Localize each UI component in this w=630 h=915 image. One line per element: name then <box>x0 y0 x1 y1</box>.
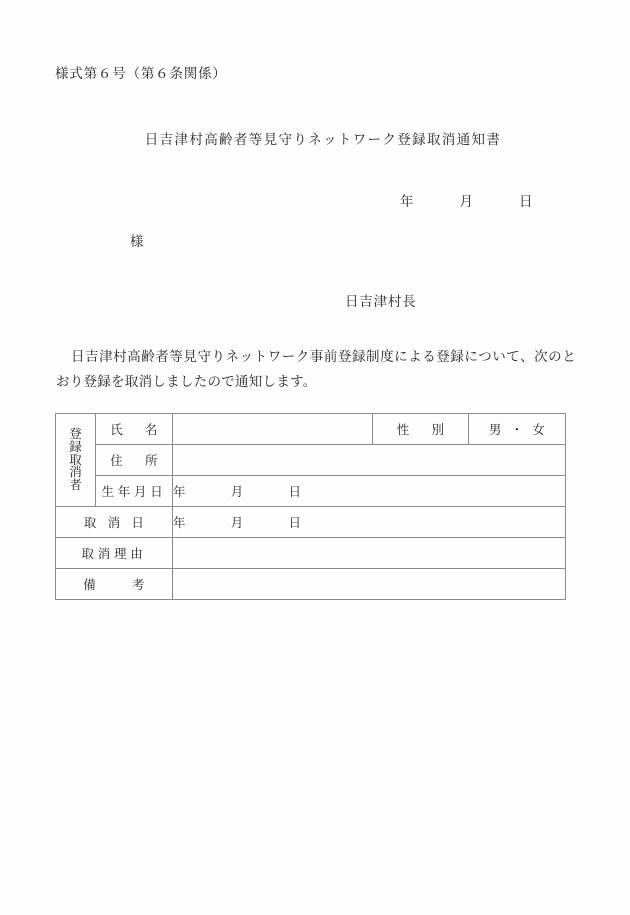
cancel-date-label-a: 取 <box>83 515 97 530</box>
group-label-char: 録 <box>69 438 82 454</box>
cancel-reason-value-cell[interactable] <box>173 538 566 569</box>
birthdate-label-cell: 生年月日 <box>96 476 173 507</box>
group-label-char: 消 <box>69 464 82 480</box>
sex-option-male[interactable]: 男 <box>488 422 502 437</box>
table-row <box>56 445 566 476</box>
cancel-date-year-label: 年 <box>173 515 186 530</box>
remarks-label-a: 備 <box>83 577 96 592</box>
name-value-cell[interactable] <box>173 414 373 445</box>
group-label-cell <box>56 414 96 507</box>
addressee-honorific: 様 <box>130 234 144 250</box>
cancel-date-label-cell <box>56 507 173 538</box>
table-row <box>56 538 566 569</box>
table-row <box>56 476 566 507</box>
sex-option-female[interactable]: 女 <box>532 422 546 437</box>
date-day-label: 日 <box>519 194 533 210</box>
name-label-a: 氏 <box>110 422 123 437</box>
birthdate-month-label: 月 <box>230 484 244 499</box>
cancel-date-value-cell[interactable] <box>173 507 566 538</box>
group-label-char: 者 <box>69 477 82 493</box>
birthdate-value-cell[interactable] <box>173 476 566 507</box>
cancel-date-month-label: 月 <box>230 515 244 530</box>
address-label-cell <box>96 445 173 476</box>
sex-label-cell <box>373 414 469 445</box>
date-year-label: 年 <box>400 194 414 210</box>
remarks-label-b: 考 <box>132 577 145 592</box>
sex-label-a: 性 <box>396 422 410 437</box>
date-line <box>400 190 533 210</box>
name-label-cell <box>96 414 173 445</box>
sex-separator: ・ <box>510 422 524 437</box>
address-label-a: 住 <box>110 453 123 468</box>
table-row <box>56 507 566 538</box>
issuer-name: 日吉津村長 <box>345 294 417 310</box>
registration-cancellation-table <box>55 413 566 600</box>
cancel-reason-label-cell: 取消理由 <box>56 538 173 569</box>
group-label-char: 登 <box>69 426 82 442</box>
name-label-b: 名 <box>145 422 158 437</box>
table-row <box>56 569 566 600</box>
date-month-label: 月 <box>459 194 473 210</box>
sex-value-cell[interactable] <box>469 414 566 445</box>
address-value-cell[interactable] <box>173 445 566 476</box>
remarks-label-cell <box>56 569 173 600</box>
body-paragraph: 日吉津村高齢者等見守りネットワーク事前登録制度による登録について、次のとおり登録を取消しましたので通知します。 <box>56 349 576 390</box>
table-row <box>56 414 566 445</box>
cancel-date-label-c: 日 <box>131 515 145 530</box>
document-title: 日吉津村高齢者等見守りネットワーク登録取消通知書 <box>144 132 502 148</box>
sex-label-b: 別 <box>431 422 445 437</box>
group-label-char: 取 <box>69 451 82 467</box>
address-label-b: 所 <box>145 453 158 468</box>
form-number: 様式第６号（第６条関係） <box>55 66 227 82</box>
birthdate-year-label: 年 <box>173 484 186 499</box>
cancel-date-day-label: 日 <box>288 515 302 530</box>
birthdate-day-label: 日 <box>288 484 302 499</box>
cancel-date-label-b: 消 <box>107 515 121 530</box>
remarks-value-cell[interactable] <box>173 569 566 600</box>
